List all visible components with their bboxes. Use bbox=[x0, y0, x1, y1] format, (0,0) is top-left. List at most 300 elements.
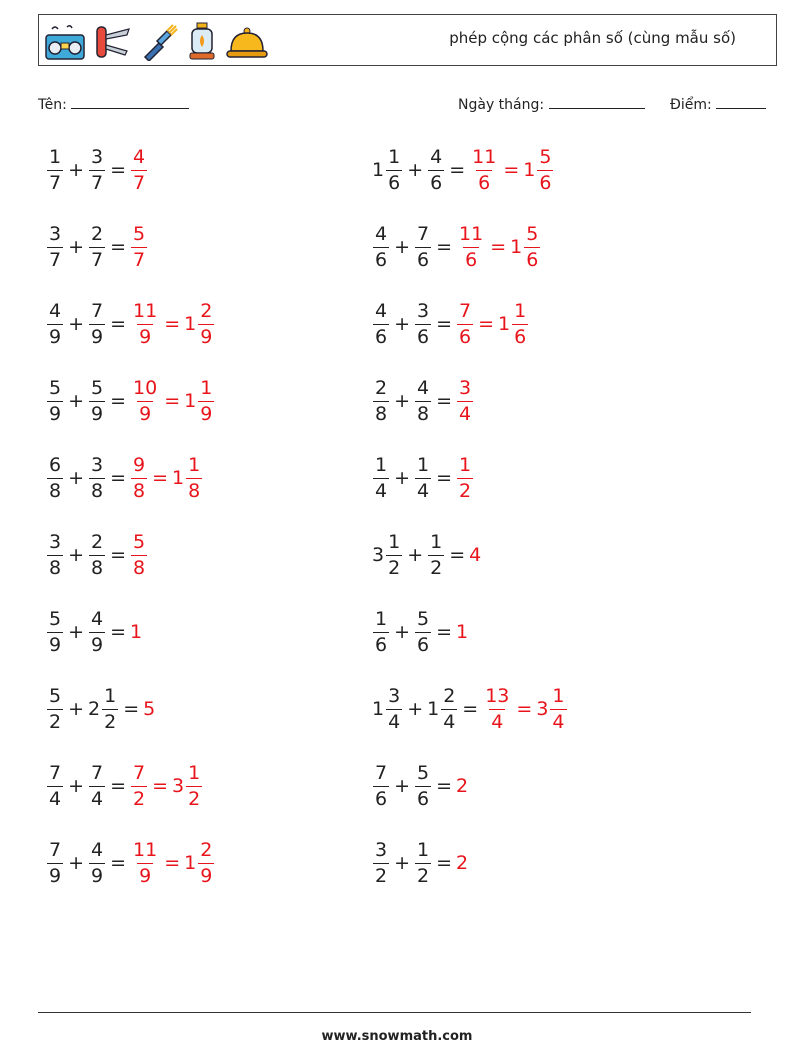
addend-a-denominator: 4 bbox=[49, 787, 62, 810]
answer-value-numerator: 1 bbox=[459, 453, 472, 476]
addend-a-denominator: 9 bbox=[49, 325, 62, 348]
answer-value-denominator: 9 bbox=[139, 864, 152, 887]
equals-sign: = bbox=[110, 390, 127, 412]
answer-value-numerator: 10 bbox=[133, 376, 158, 399]
addend-b-denominator: 9 bbox=[91, 325, 104, 348]
addend-a-numerator: 1 bbox=[388, 530, 401, 553]
answer-mixed-fraction bbox=[186, 453, 202, 502]
answer-mixed-denominator: 6 bbox=[514, 325, 527, 348]
answer bbox=[130, 621, 143, 643]
answer-value bbox=[130, 299, 160, 348]
addend-a bbox=[372, 222, 390, 271]
addend-a-denominator: 9 bbox=[49, 864, 62, 887]
addend-a bbox=[372, 607, 390, 656]
answer-mixed-numerator: 1 bbox=[188, 761, 201, 784]
answer-value-numerator: 4 bbox=[133, 145, 146, 168]
answer-value-fraction bbox=[457, 453, 473, 502]
answer-value-whole: 1 bbox=[456, 621, 469, 643]
addend-a-fraction bbox=[373, 838, 389, 887]
addend-a-numerator: 1 bbox=[49, 145, 62, 168]
answer-equals-sign: = bbox=[164, 852, 181, 874]
addend-b-denominator: 6 bbox=[417, 248, 430, 271]
answer-mixed bbox=[184, 376, 215, 425]
addend-b-numerator: 5 bbox=[91, 376, 104, 399]
addend-a-numerator: 1 bbox=[388, 145, 401, 168]
problem-item bbox=[46, 602, 143, 662]
addend-a bbox=[46, 145, 64, 194]
addend-a-fraction bbox=[373, 376, 389, 425]
addend-a bbox=[46, 376, 64, 425]
addend-b-fraction bbox=[89, 761, 105, 810]
addend-a bbox=[46, 453, 64, 502]
addend-a-numerator: 5 bbox=[49, 607, 62, 630]
answer-value-whole: 1 bbox=[130, 621, 143, 643]
addend-a bbox=[372, 299, 390, 348]
problem-item bbox=[46, 448, 203, 508]
answer bbox=[456, 453, 474, 502]
answer-mixed-whole: 1 bbox=[184, 390, 197, 412]
addend-a-denominator: 7 bbox=[49, 171, 62, 194]
equals-sign: = bbox=[110, 852, 127, 874]
addend-a-numerator: 5 bbox=[49, 684, 62, 707]
addend-b-numerator: 5 bbox=[417, 607, 430, 630]
answer-mixed-denominator: 8 bbox=[188, 479, 201, 502]
addend-b bbox=[88, 376, 106, 425]
addend-b-numerator: 1 bbox=[417, 453, 430, 476]
answer-mixed-whole: 1 bbox=[172, 467, 185, 489]
answer-value bbox=[456, 852, 469, 874]
plus-sign: + bbox=[68, 467, 85, 489]
plus-sign: + bbox=[394, 775, 411, 797]
answer-mixed-denominator: 9 bbox=[200, 864, 213, 887]
answer-value bbox=[130, 530, 148, 579]
addend-a-fraction bbox=[386, 145, 402, 194]
addend-b bbox=[427, 684, 458, 733]
answer-mixed bbox=[184, 838, 215, 887]
plus-sign: + bbox=[68, 544, 85, 566]
addend-b-numerator: 2 bbox=[443, 684, 456, 707]
addend-a-numerator: 3 bbox=[388, 684, 401, 707]
answer-mixed-denominator: 6 bbox=[539, 171, 552, 194]
answer-equals-sign: = bbox=[490, 236, 507, 258]
addend-a-numerator: 7 bbox=[49, 838, 62, 861]
answer-value-numerator: 11 bbox=[459, 222, 484, 245]
addend-a-denominator: 6 bbox=[388, 171, 401, 194]
answer bbox=[130, 299, 215, 348]
answer-value-fraction bbox=[131, 453, 147, 502]
answer-mixed-fraction bbox=[524, 222, 540, 271]
addend-b bbox=[414, 299, 432, 348]
addend-b bbox=[414, 222, 432, 271]
addend-a-fraction bbox=[373, 222, 389, 271]
addend-b-denominator: 4 bbox=[443, 710, 456, 733]
plus-sign: + bbox=[407, 159, 424, 181]
addend-b-fraction bbox=[415, 222, 431, 271]
addend-b-numerator: 4 bbox=[417, 376, 430, 399]
answer-equals-sign: = bbox=[164, 390, 181, 412]
answer-mixed-numerator: 5 bbox=[526, 222, 539, 245]
answer-value bbox=[469, 544, 482, 566]
answer bbox=[456, 222, 541, 271]
addend-a bbox=[372, 530, 403, 579]
addend-a-numerator: 4 bbox=[375, 222, 388, 245]
addend-a-numerator: 3 bbox=[49, 530, 62, 553]
addend-a-denominator: 6 bbox=[375, 248, 388, 271]
answer bbox=[469, 145, 554, 194]
addend-a-numerator: 7 bbox=[49, 761, 62, 784]
addend-b-denominator: 6 bbox=[417, 787, 430, 810]
problem-item bbox=[372, 448, 474, 508]
answer-value-denominator: 9 bbox=[139, 325, 152, 348]
answer-value-numerator: 5 bbox=[133, 222, 146, 245]
answer-value-fraction bbox=[457, 222, 485, 271]
answer-value bbox=[130, 222, 148, 271]
addend-a-fraction bbox=[47, 761, 63, 810]
answer-mixed-fraction bbox=[198, 838, 214, 887]
plus-sign: + bbox=[394, 313, 411, 335]
addend-b-numerator: 5 bbox=[417, 761, 430, 784]
addend-a-denominator: 6 bbox=[375, 325, 388, 348]
addend-a-whole: 1 bbox=[372, 698, 385, 720]
addend-a-numerator: 2 bbox=[375, 376, 388, 399]
answer-value-fraction bbox=[457, 376, 473, 425]
addend-b-numerator: 2 bbox=[91, 530, 104, 553]
problem-item bbox=[372, 833, 469, 893]
problem-item bbox=[46, 217, 148, 277]
addend-a bbox=[372, 761, 390, 810]
answer-value-fraction bbox=[131, 376, 159, 425]
addend-b-denominator: 8 bbox=[91, 479, 104, 502]
answer-equals-sign: = bbox=[164, 313, 181, 335]
addend-b-denominator: 6 bbox=[417, 325, 430, 348]
answer-mixed-numerator: 1 bbox=[188, 453, 201, 476]
plus-sign: + bbox=[68, 313, 85, 335]
answer-mixed-whole: 1 bbox=[523, 159, 536, 181]
addend-b-whole: 2 bbox=[88, 698, 101, 720]
plus-sign: + bbox=[394, 467, 411, 489]
answer-value-fraction bbox=[131, 838, 159, 887]
answer bbox=[456, 376, 474, 425]
addend-b bbox=[88, 299, 106, 348]
answer-value bbox=[456, 775, 469, 797]
problem-item bbox=[46, 371, 215, 431]
answer-value-denominator: 4 bbox=[491, 710, 504, 733]
plus-sign: + bbox=[407, 544, 424, 566]
addend-a-denominator: 8 bbox=[49, 479, 62, 502]
addend-b-fraction bbox=[415, 761, 431, 810]
addend-a-denominator: 8 bbox=[49, 556, 62, 579]
score-label: Điểm: bbox=[670, 97, 712, 113]
answer-mixed-whole: 1 bbox=[498, 313, 511, 335]
answer-equals-sign: = bbox=[503, 159, 520, 181]
addend-b-fraction bbox=[428, 145, 444, 194]
addend-b-numerator: 7 bbox=[417, 222, 430, 245]
addend-b bbox=[88, 145, 106, 194]
answer-value-denominator: 9 bbox=[139, 402, 152, 425]
addend-a-fraction bbox=[373, 761, 389, 810]
plus-sign: + bbox=[68, 621, 85, 643]
addend-b bbox=[414, 607, 432, 656]
addend-b-numerator: 4 bbox=[430, 145, 443, 168]
addend-a bbox=[46, 222, 64, 271]
answer bbox=[456, 621, 469, 643]
answer-value bbox=[130, 453, 148, 502]
answer-value-fraction bbox=[131, 299, 159, 348]
answer-mixed-fraction bbox=[512, 299, 528, 348]
answer-value-numerator: 11 bbox=[472, 145, 497, 168]
addend-a-fraction bbox=[47, 684, 63, 733]
name-blank[interactable] bbox=[71, 94, 189, 109]
answer-value-numerator: 5 bbox=[133, 530, 146, 553]
addend-b-denominator: 6 bbox=[430, 171, 443, 194]
addend-a-denominator: 2 bbox=[388, 556, 401, 579]
answer-value-denominator: 2 bbox=[133, 787, 146, 810]
answer-value-whole: 5 bbox=[143, 698, 156, 720]
addend-a-denominator: 9 bbox=[49, 633, 62, 656]
worksheet-title: phép cộng các phân số (cùng mẫu số) bbox=[449, 29, 736, 47]
addend-b-denominator: 7 bbox=[91, 171, 104, 194]
addend-b-fraction bbox=[89, 838, 105, 887]
addend-a-denominator: 4 bbox=[388, 710, 401, 733]
answer-value-denominator: 4 bbox=[459, 402, 472, 425]
answer bbox=[130, 530, 148, 579]
answer bbox=[130, 761, 203, 810]
answer-value bbox=[130, 621, 143, 643]
addend-a bbox=[372, 145, 403, 194]
addend-a-denominator: 9 bbox=[49, 402, 62, 425]
date-blank[interactable] bbox=[549, 94, 645, 109]
addend-a bbox=[46, 684, 64, 733]
addend-a-fraction bbox=[47, 530, 63, 579]
addend-b bbox=[414, 453, 432, 502]
addend-a-fraction bbox=[47, 607, 63, 656]
problem-item bbox=[372, 525, 482, 585]
answer-mixed-numerator: 1 bbox=[514, 299, 527, 322]
footer-url: www.snowmath.com bbox=[321, 1029, 473, 1044]
addend-b-fraction bbox=[415, 607, 431, 656]
answer-mixed-numerator: 1 bbox=[552, 684, 565, 707]
problem-item bbox=[46, 140, 148, 200]
answer-equals-sign: = bbox=[516, 698, 533, 720]
addend-b-denominator: 2 bbox=[104, 710, 117, 733]
problem-item bbox=[372, 371, 474, 431]
addend-a-fraction bbox=[47, 299, 63, 348]
addend-a bbox=[46, 761, 64, 810]
answer-mixed bbox=[172, 761, 203, 810]
answer-mixed-fraction bbox=[550, 684, 566, 733]
addend-a-numerator: 4 bbox=[49, 299, 62, 322]
addend-b bbox=[414, 761, 432, 810]
addend-a-denominator: 2 bbox=[375, 864, 388, 887]
plus-sign: + bbox=[394, 390, 411, 412]
answer bbox=[482, 684, 567, 733]
plus-sign: + bbox=[68, 390, 85, 412]
answer-value-fraction bbox=[457, 299, 473, 348]
addend-a-numerator: 1 bbox=[375, 453, 388, 476]
addend-a-fraction bbox=[386, 684, 402, 733]
answer-mixed bbox=[184, 299, 215, 348]
answer-mixed-denominator: 2 bbox=[188, 787, 201, 810]
answer-value bbox=[456, 222, 486, 271]
answer-mixed-numerator: 2 bbox=[200, 838, 213, 861]
radio-icon bbox=[43, 21, 87, 61]
answer-mixed-fraction bbox=[537, 145, 553, 194]
addend-a bbox=[46, 607, 64, 656]
addend-a-numerator: 6 bbox=[49, 453, 62, 476]
addend-b bbox=[88, 530, 106, 579]
addend-a-denominator: 8 bbox=[375, 402, 388, 425]
answer bbox=[130, 838, 215, 887]
answer-value bbox=[456, 453, 474, 502]
answer-value-numerator: 11 bbox=[133, 838, 158, 861]
addend-a-fraction bbox=[373, 607, 389, 656]
plus-sign: + bbox=[407, 698, 424, 720]
addend-a-numerator: 7 bbox=[375, 761, 388, 784]
answer-value-numerator: 11 bbox=[133, 299, 158, 322]
answer-mixed-numerator: 2 bbox=[200, 299, 213, 322]
equals-sign: = bbox=[123, 698, 140, 720]
answer-value-denominator: 6 bbox=[465, 248, 478, 271]
answer-value bbox=[469, 145, 499, 194]
addend-a-fraction bbox=[47, 838, 63, 887]
addend-b-denominator: 8 bbox=[417, 402, 430, 425]
answer-value bbox=[130, 145, 148, 194]
problem-item bbox=[46, 756, 203, 816]
footer-divider bbox=[38, 1012, 751, 1013]
answer-value-numerator: 7 bbox=[459, 299, 472, 322]
addend-b-fraction bbox=[441, 684, 457, 733]
answer-mixed-numerator: 1 bbox=[200, 376, 213, 399]
answer-value-whole: 2 bbox=[456, 775, 469, 797]
answer-value-denominator: 7 bbox=[133, 171, 146, 194]
answer-value-denominator: 8 bbox=[133, 556, 146, 579]
addend-a-fraction bbox=[47, 376, 63, 425]
answer-value-fraction bbox=[131, 530, 147, 579]
addend-a-denominator: 6 bbox=[375, 787, 388, 810]
equals-sign: = bbox=[110, 159, 127, 181]
addend-b-denominator: 8 bbox=[91, 556, 104, 579]
equals-sign: = bbox=[110, 313, 127, 335]
name-label: Tên: bbox=[38, 97, 67, 113]
plus-sign: + bbox=[394, 236, 411, 258]
addend-a-denominator: 2 bbox=[49, 710, 62, 733]
addend-b-fraction bbox=[415, 453, 431, 502]
addend-a-denominator: 6 bbox=[375, 633, 388, 656]
addend-a-fraction bbox=[47, 222, 63, 271]
answer-value bbox=[130, 761, 148, 810]
addend-b-denominator: 4 bbox=[417, 479, 430, 502]
problem-item bbox=[372, 294, 529, 354]
answer bbox=[130, 376, 215, 425]
addend-b-fraction bbox=[89, 222, 105, 271]
answer-mixed-fraction bbox=[198, 376, 214, 425]
addend-b-fraction bbox=[415, 838, 431, 887]
addend-b-fraction bbox=[415, 299, 431, 348]
answer bbox=[469, 544, 482, 566]
addend-a bbox=[46, 838, 64, 887]
equals-sign: = bbox=[110, 236, 127, 258]
answer-equals-sign: = bbox=[478, 313, 495, 335]
answer-mixed-fraction bbox=[186, 761, 202, 810]
answer-value bbox=[143, 698, 156, 720]
addend-b-fraction bbox=[428, 530, 444, 579]
header-icons bbox=[43, 19, 269, 63]
answer-mixed-whole: 1 bbox=[184, 852, 197, 874]
answer-mixed bbox=[172, 453, 203, 502]
problem-item bbox=[46, 833, 215, 893]
addend-b bbox=[427, 145, 445, 194]
plus-sign: + bbox=[68, 236, 85, 258]
equals-sign: = bbox=[436, 236, 453, 258]
addend-b-fraction bbox=[89, 145, 105, 194]
plus-sign: + bbox=[68, 775, 85, 797]
equals-sign: = bbox=[449, 544, 466, 566]
addend-a bbox=[372, 684, 403, 733]
addend-b bbox=[88, 607, 106, 656]
answer-value bbox=[456, 621, 469, 643]
addend-a-numerator: 5 bbox=[49, 376, 62, 399]
answer-mixed bbox=[510, 222, 541, 271]
equals-sign: = bbox=[449, 159, 466, 181]
equals-sign: = bbox=[110, 467, 127, 489]
addend-b-numerator: 7 bbox=[91, 299, 104, 322]
addend-b-numerator: 1 bbox=[104, 684, 117, 707]
answer-mixed-whole: 3 bbox=[536, 698, 549, 720]
addend-a bbox=[46, 530, 64, 579]
equals-sign: = bbox=[110, 775, 127, 797]
answer-value bbox=[130, 376, 160, 425]
addend-b-numerator: 2 bbox=[91, 222, 104, 245]
equals-sign: = bbox=[110, 544, 127, 566]
equals-sign: = bbox=[436, 775, 453, 797]
date-label: Ngày tháng: bbox=[458, 97, 545, 113]
answer-value-whole: 4 bbox=[469, 544, 482, 566]
addend-a bbox=[372, 453, 390, 502]
addend-b-fraction bbox=[102, 684, 118, 733]
answer-value-numerator: 9 bbox=[133, 453, 146, 476]
addend-a-denominator: 4 bbox=[375, 479, 388, 502]
answer bbox=[130, 453, 203, 502]
answer bbox=[130, 145, 148, 194]
plus-sign: + bbox=[394, 621, 411, 643]
score-blank[interactable] bbox=[716, 94, 766, 109]
answer-value bbox=[456, 376, 474, 425]
answer-value-fraction bbox=[483, 684, 511, 733]
addend-b-numerator: 1 bbox=[430, 530, 443, 553]
addend-a bbox=[46, 299, 64, 348]
answer bbox=[456, 775, 469, 797]
equals-sign: = bbox=[436, 390, 453, 412]
problem-item bbox=[372, 140, 554, 200]
answer-mixed bbox=[523, 145, 554, 194]
addend-b-denominator: 6 bbox=[417, 633, 430, 656]
answer-mixed-denominator: 9 bbox=[200, 402, 213, 425]
problem-item bbox=[46, 679, 156, 739]
addend-b bbox=[88, 684, 119, 733]
addend-b-numerator: 4 bbox=[91, 838, 104, 861]
equals-sign: = bbox=[110, 621, 127, 643]
answer-mixed-whole: 1 bbox=[184, 313, 197, 335]
addend-b bbox=[88, 222, 106, 271]
name-field bbox=[38, 94, 189, 113]
lantern-icon bbox=[185, 21, 219, 61]
flashlight-icon bbox=[139, 21, 179, 61]
answer bbox=[456, 299, 529, 348]
addend-a-fraction bbox=[386, 530, 402, 579]
plus-sign: + bbox=[68, 852, 85, 874]
addend-a-fraction bbox=[47, 145, 63, 194]
answer-value-denominator: 2 bbox=[459, 479, 472, 502]
